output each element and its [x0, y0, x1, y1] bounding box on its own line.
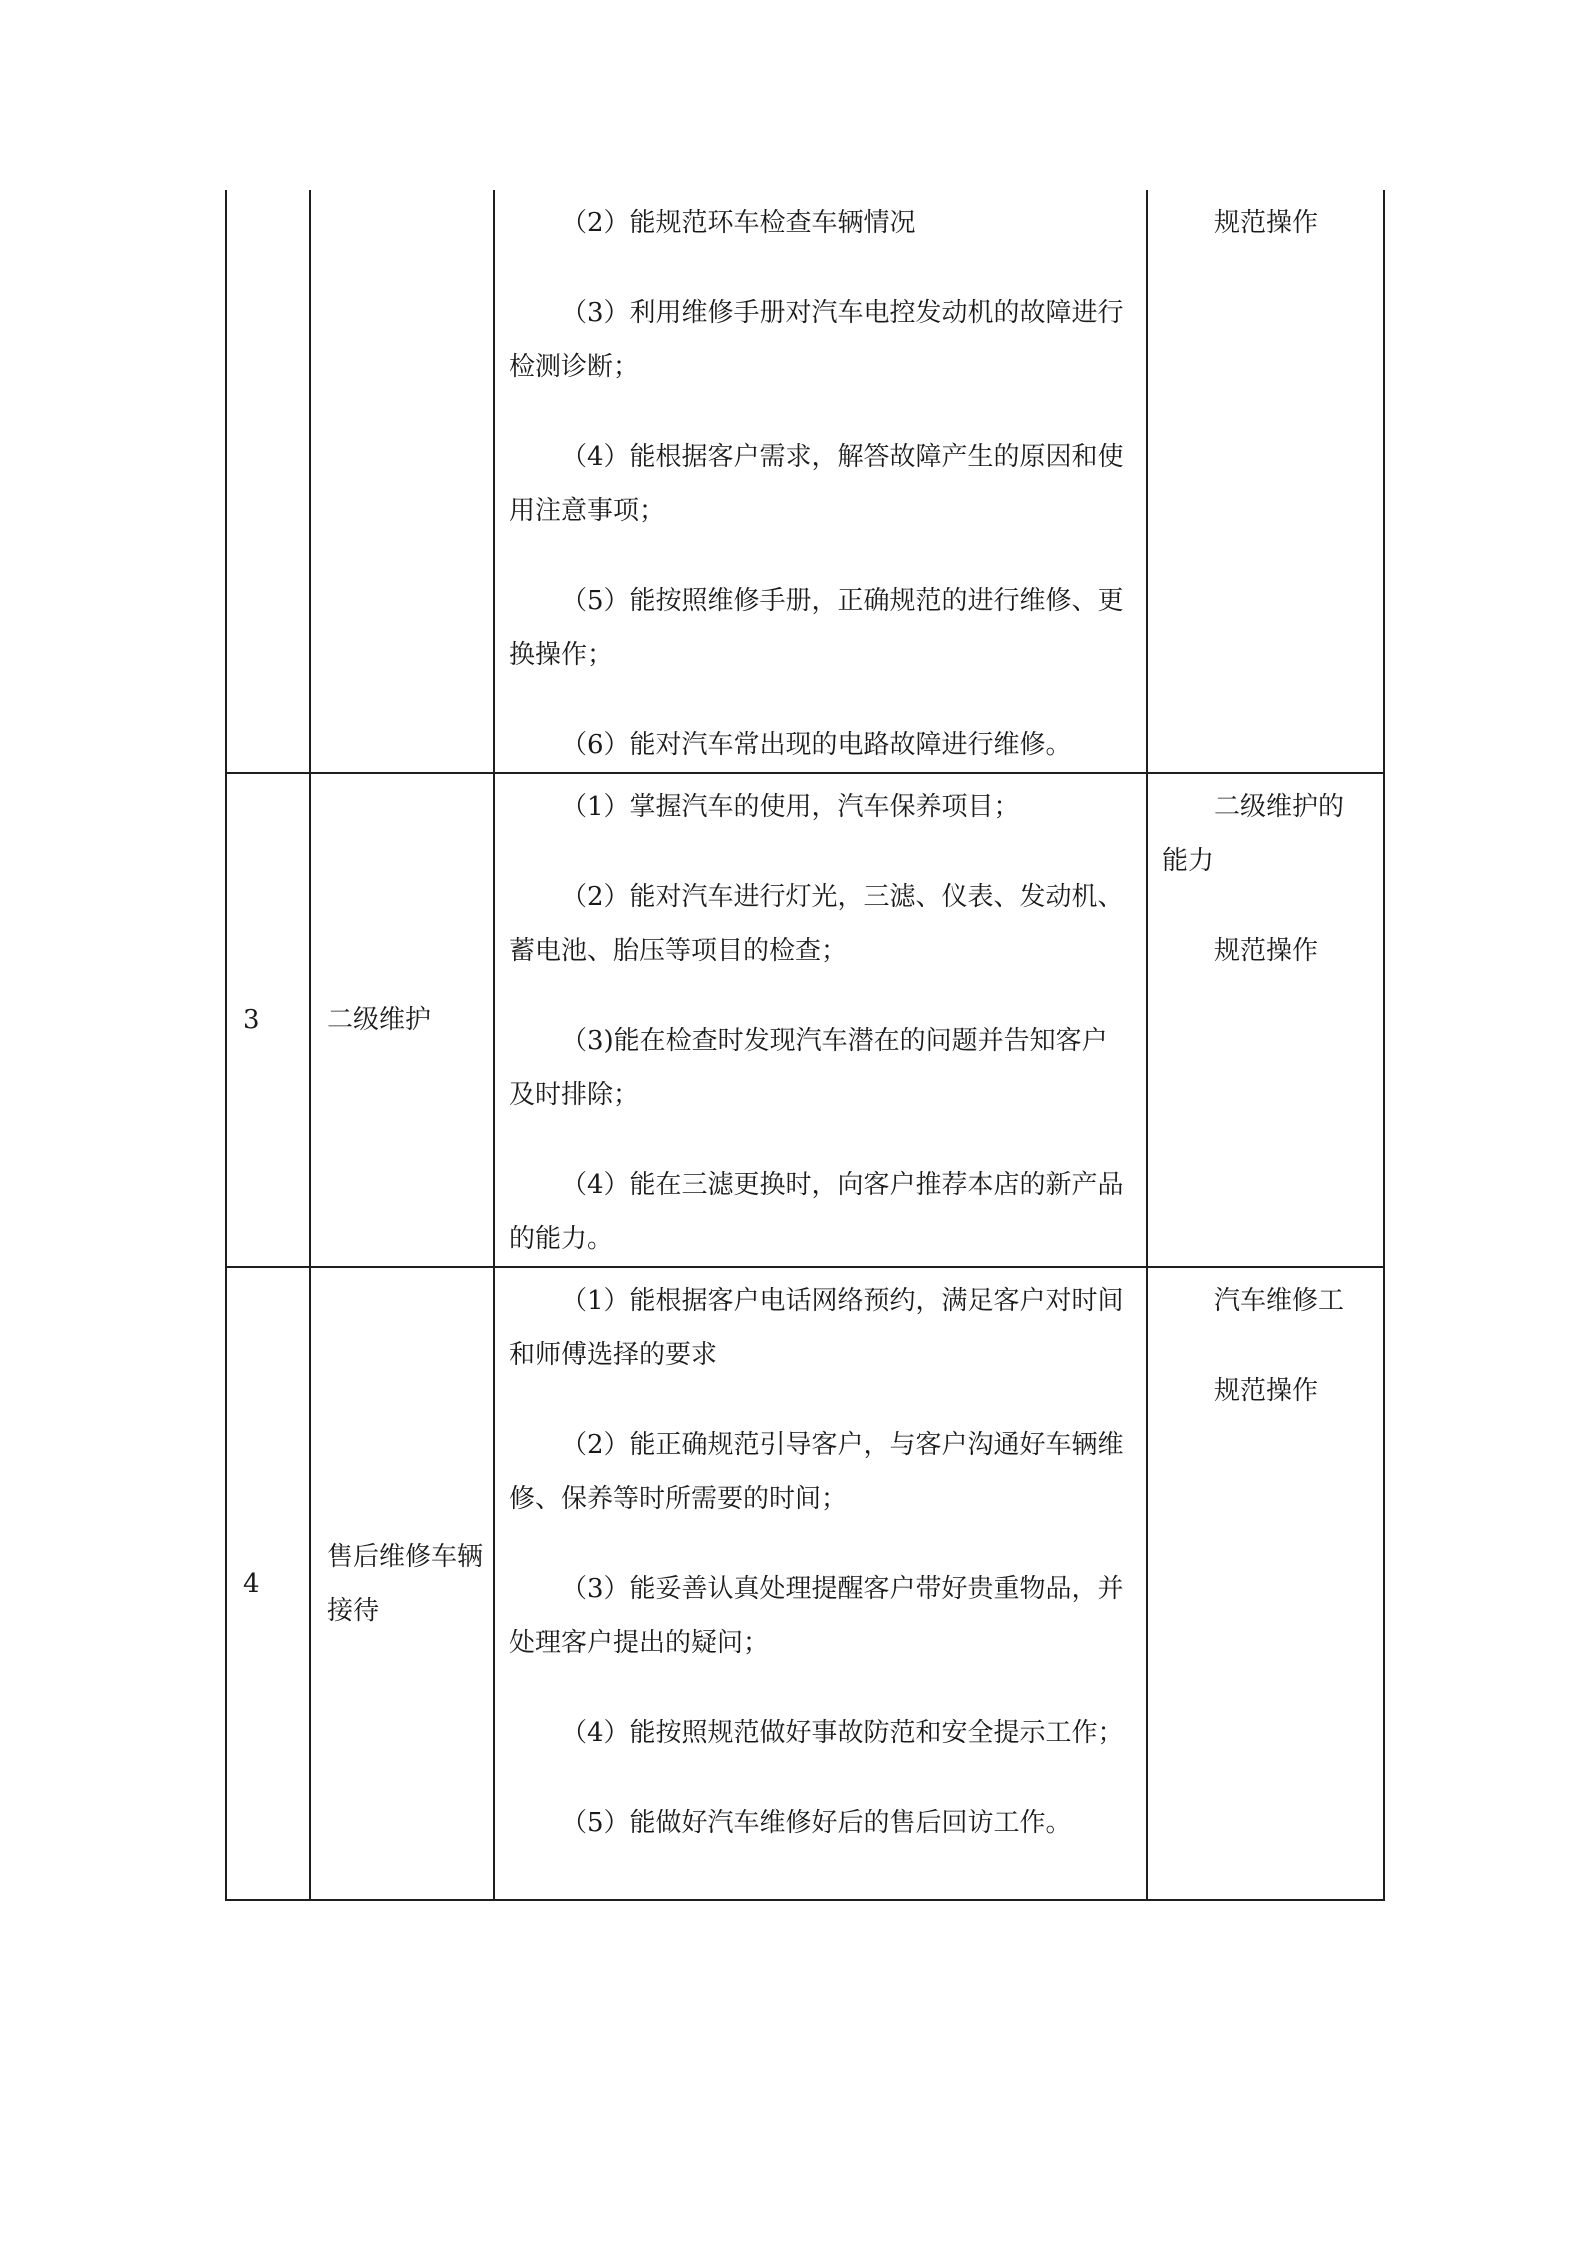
row-name: 二级维护: [310, 773, 494, 1267]
table-row: [226, 190, 1384, 773]
content-item: （4）能根据客户需求，解答故障产生的原因和使用注意事项；: [509, 442, 1124, 526]
content-item: （1）掌握汽车的使用，汽车保养项目；: [561, 792, 1020, 822]
row-requirements: [1147, 1267, 1384, 1900]
row-content: [494, 190, 1147, 773]
content-item: （4）能在三滤更换时，向客户推荐本店的新产品的能力。: [509, 1170, 1124, 1254]
content-item: （3)能在检查时发现汽车潜在的问题并告知客户及时排除；: [509, 1026, 1108, 1110]
content-item: （2）能正确规范引导客户，与客户沟通好车辆维修、保养等时所需要的时间；: [509, 1430, 1124, 1514]
row-content: [494, 1267, 1147, 1900]
content-item: （3）能妥善认真处理提醒客户带好贵重物品，并处理客户提出的疑问；: [509, 1574, 1124, 1658]
requirement-item: 规范操作: [1214, 936, 1319, 966]
content-item: （1）能根据客户电话网络预约，满足客户对时间和师傅选择的要求: [509, 1286, 1124, 1370]
content-item: （5）能按照维修手册，正确规范的进行维修、更换操作；: [509, 586, 1124, 670]
content-item: （5）能做好汽车维修好后的售后回访工作。: [561, 1808, 1072, 1838]
row-name: 售后维修车辆接待: [310, 1267, 494, 1900]
row-index: 3: [226, 773, 310, 1267]
content-item: （4）能按照规范做好事故防范和安全提示工作；: [561, 1718, 1124, 1748]
row-name: [310, 190, 494, 773]
content-item: （3）利用维修手册对汽车电控发动机的故障进行检测诊断；: [509, 298, 1124, 382]
row-index: [226, 190, 310, 773]
content-item: （6）能对汽车常出现的电路故障进行维修。: [561, 730, 1072, 760]
requirement-item: 规范操作: [1214, 208, 1319, 238]
content-item: （2）能规范环车检查车辆情况: [561, 208, 916, 238]
requirement-item: 规范操作: [1214, 1376, 1319, 1406]
row-index: 4: [226, 1267, 310, 1900]
row-requirements: [1147, 190, 1384, 773]
row-requirements: [1147, 773, 1384, 1267]
table-row: [226, 1267, 1384, 1900]
row-content: [494, 773, 1147, 1267]
requirement-item: 汽车维修工: [1214, 1286, 1345, 1316]
content-item: （2）能对汽车进行灯光，三滤、仪表、发动机、蓄电池、胎压等项目的检查；: [509, 882, 1124, 966]
table-row: [226, 773, 1384, 1267]
requirement-item: 二级维护的能力: [1162, 792, 1345, 876]
training-table: [225, 190, 1385, 1901]
